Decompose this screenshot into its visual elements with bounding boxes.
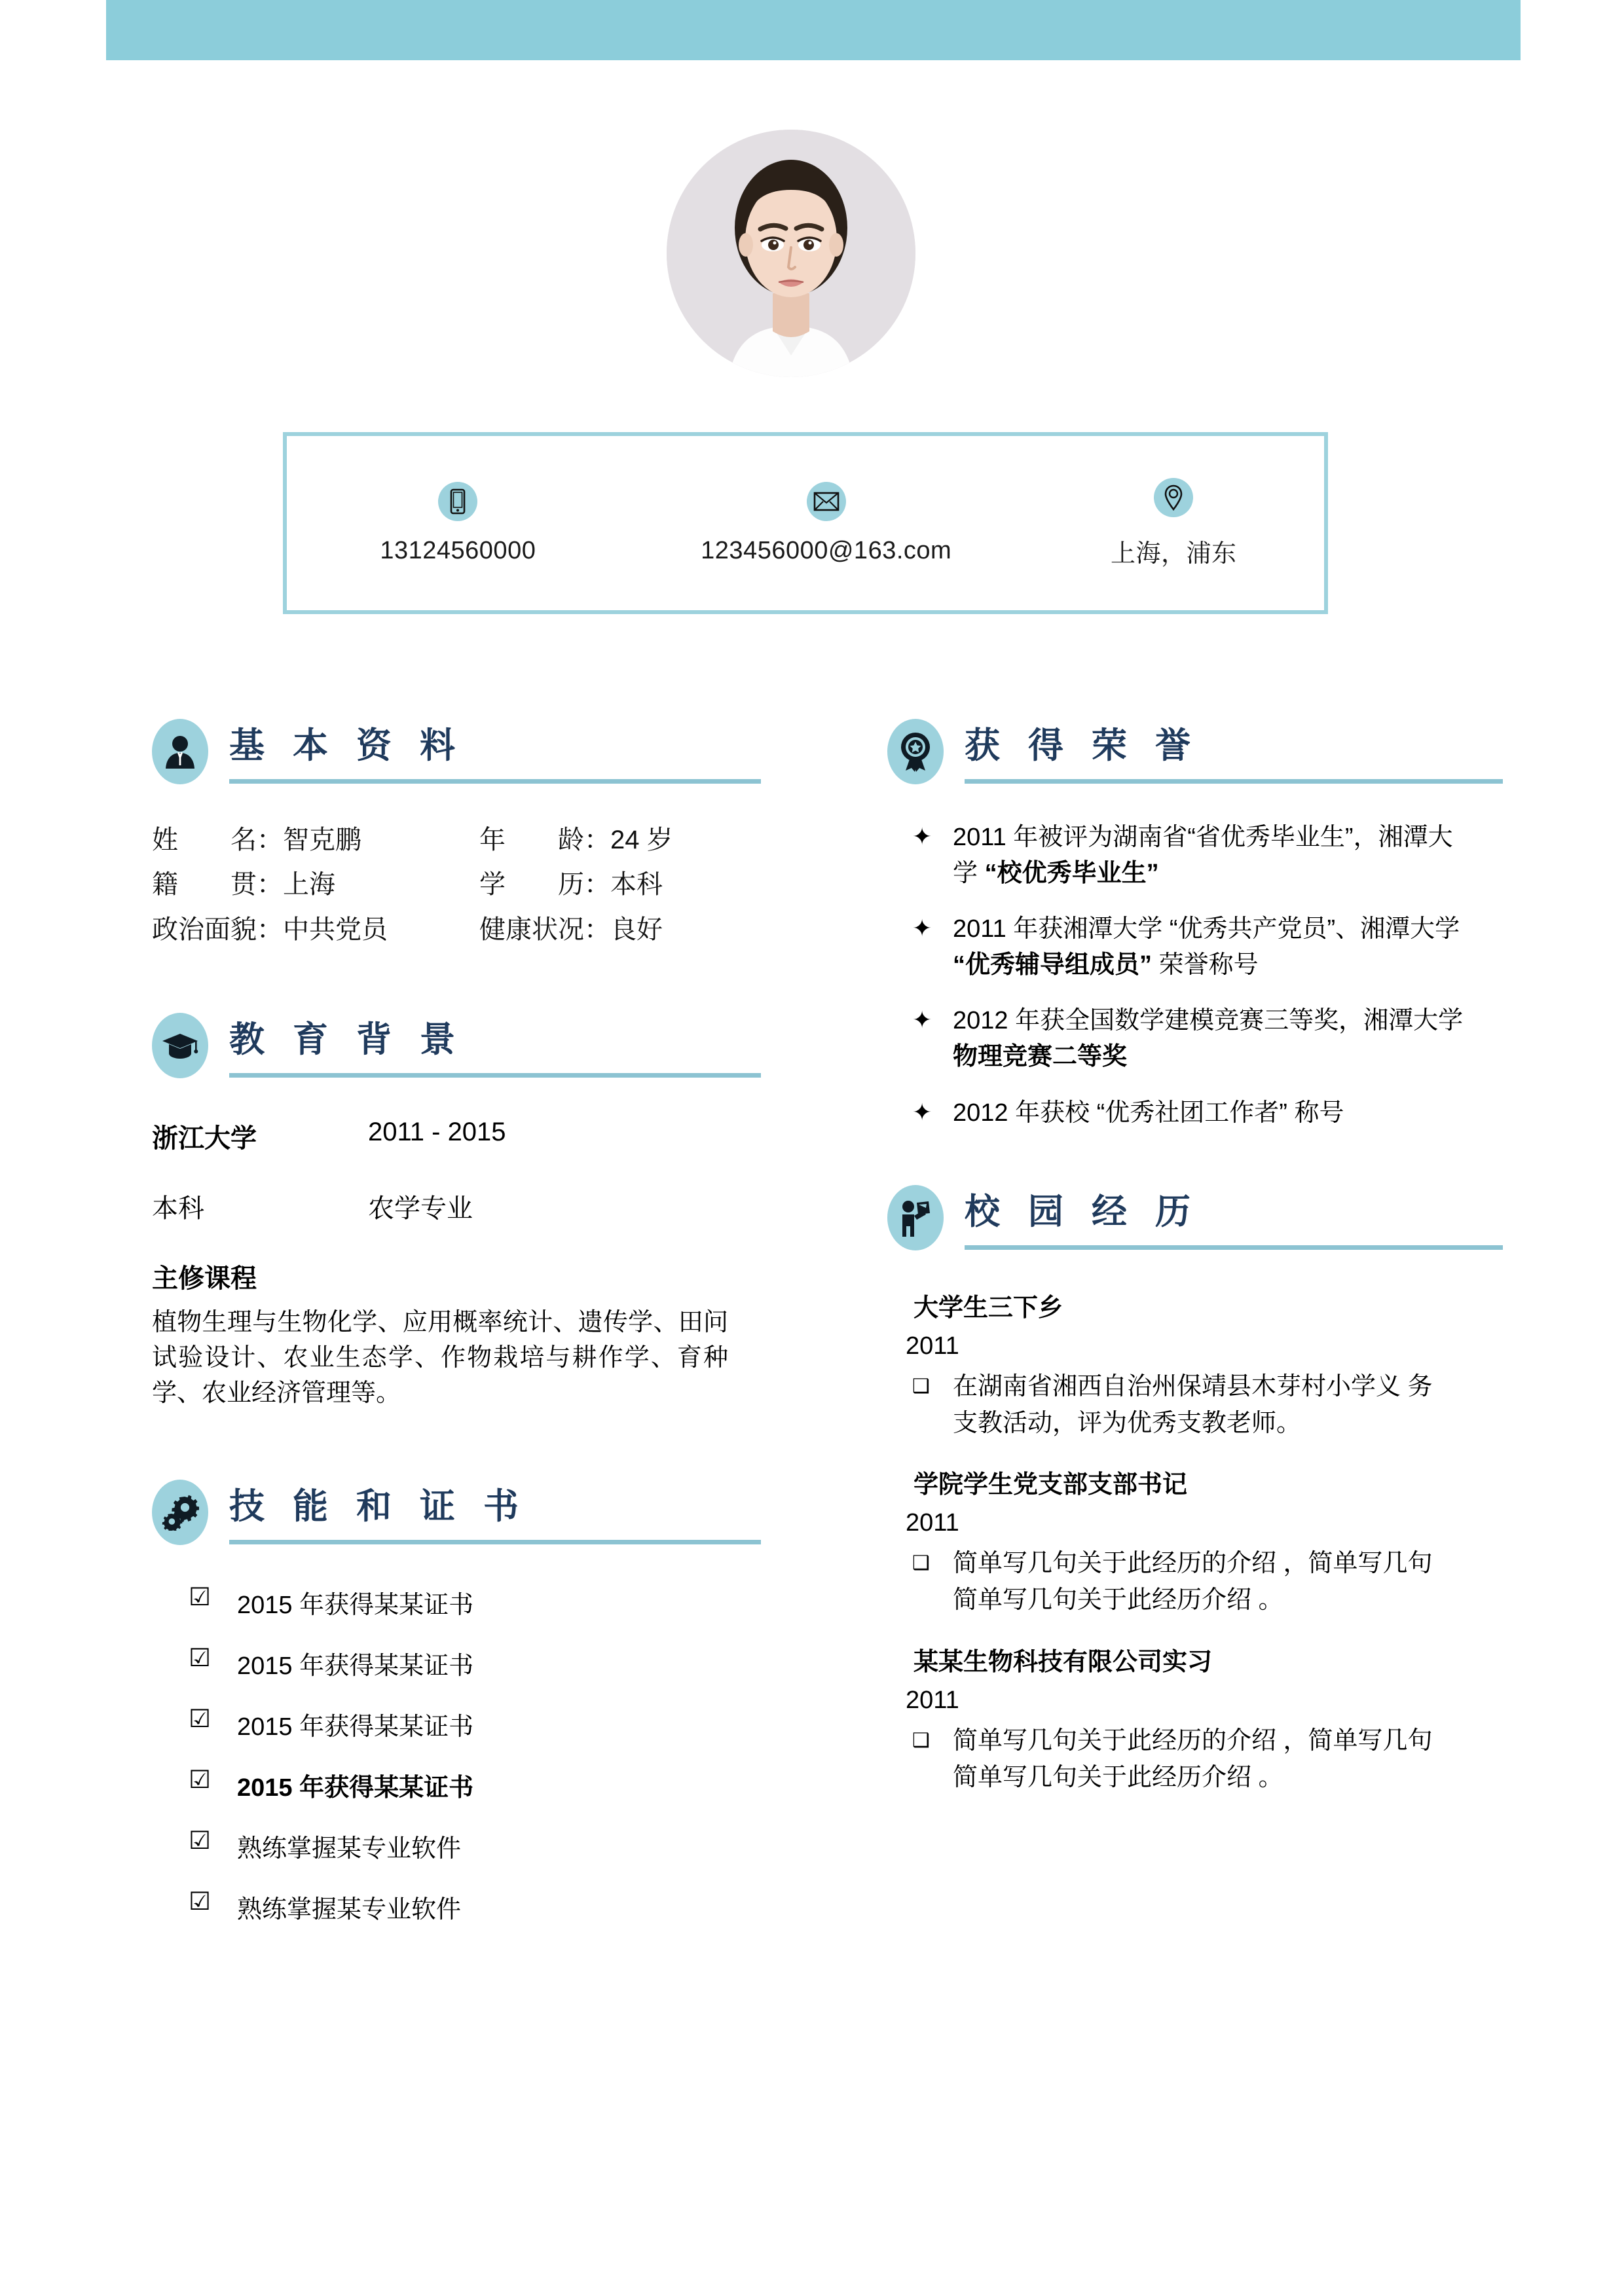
education-school: 浙江大学 [152, 1124, 257, 1154]
field-age-value: 24 岁 [610, 826, 673, 854]
honors-list [912, 820, 1503, 1131]
honor-text-emphasis: 物理竞赛二等奖 [953, 1043, 1128, 1071]
phone-value: 13124560000 [380, 536, 536, 564]
experience-description: 简单写几句关于此经历的介绍 ，简单写几句简单写几句关于此经历介绍 。 [953, 1726, 1433, 1791]
education-row-school [152, 1118, 761, 1155]
experience-description: 简单写几句关于此经历的介绍 ，简单写几句简单写几句关于此经历介绍 。 [953, 1550, 1433, 1614]
honor-text-emphasis: “校优秀毕业生” [984, 860, 1159, 888]
skill-item [189, 1584, 761, 1620]
field-political-status-value: 中共党员 [283, 915, 388, 944]
experience-year: 2011 [906, 1509, 959, 1537]
basic-info-title: 基 本 资 料 [229, 726, 465, 765]
skill-item-label: 熟练掌握某专业软件 [237, 1896, 462, 1924]
honor-item-text [953, 1095, 1477, 1131]
education-title: 教 育 背 景 [229, 1020, 465, 1060]
skills-list [189, 1584, 761, 1925]
field-age [479, 822, 761, 858]
section-basic-info [152, 714, 761, 947]
experience-year: 2011 [906, 1686, 959, 1714]
checkbox-checked-icon[interactable]: ☑ [189, 1827, 212, 1855]
experience-bullet-row [912, 1368, 1503, 1442]
checkbox-checked-icon[interactable]: ☑ [189, 1705, 212, 1734]
contact-info-box [283, 432, 1328, 614]
honor-item [912, 820, 1503, 892]
skill-item [189, 1706, 761, 1742]
profile-photo [667, 130, 915, 377]
checkbox-checked-icon[interactable]: ☑ [189, 1645, 212, 1673]
section-campus-experience [887, 1180, 1503, 1796]
honor-item-text [953, 1003, 1477, 1075]
square-bullet-icon: ❑ [912, 1729, 930, 1751]
field-degree [479, 867, 761, 902]
experience-title: 学院学生党支部支部书记 [913, 1471, 1188, 1499]
honor-text-prefix: 2012 年获全国数学建模竞赛三等奖，湘潭大学 [953, 1007, 1464, 1035]
honor-text-suffix: 荣誉称号 [1152, 951, 1259, 979]
section-honors [887, 714, 1503, 1131]
star-bullet-icon: ✦ [912, 1006, 932, 1034]
honor-item [912, 1095, 1503, 1131]
skill-item-label: 2015 年获得某某证书 [237, 1713, 474, 1741]
experience-year: 2011 [906, 1332, 959, 1360]
contact-phone[interactable] [287, 482, 629, 565]
honor-item-text [953, 820, 1477, 892]
skills-title: 技 能 和 证 书 [229, 1487, 528, 1527]
contact-row [287, 436, 1324, 610]
field-name [152, 822, 479, 858]
basic-info-heading [152, 714, 761, 800]
checkbox-checked-icon[interactable]: ☑ [189, 1584, 212, 1612]
experience-bullet-row [912, 1722, 1503, 1796]
experience-title: 大学生三下乡 [913, 1294, 1063, 1322]
honor-text-prefix: 2012 年获校 “优秀社团工作者” 称号 [953, 1099, 1344, 1127]
basic-info-rule [229, 779, 761, 784]
graduation-cap-icon [152, 1013, 208, 1078]
experience-entry [887, 1464, 1503, 1618]
honor-text-prefix: 2011 年被评为湖南省“省优秀毕业生”，湘潭大学 [953, 824, 1453, 888]
honors-rule [965, 779, 1503, 784]
education-heading [152, 1008, 761, 1094]
skill-item-label: 2015 年获得某某证书 [237, 1592, 474, 1620]
contact-email[interactable] [629, 482, 1024, 565]
profile-photo-illustration [667, 130, 915, 377]
campus-title: 校 园 经 历 [965, 1192, 1200, 1231]
skill-item-label: 2015 年获得某某证书 [237, 1774, 474, 1802]
skill-item [189, 1645, 761, 1681]
skill-item [189, 1828, 761, 1864]
field-health-label: 健康状况： [479, 915, 610, 944]
education-row-degree [152, 1188, 761, 1225]
campus-experience-list [887, 1287, 1503, 1796]
field-hometown-value: 上海 [283, 870, 335, 900]
star-bullet-icon: ✦ [912, 915, 932, 942]
experience-title: 某某生物科技有限公司实习 [913, 1648, 1213, 1676]
skill-item-label: 2015 年获得某某证书 [237, 1652, 474, 1681]
campus-rule [965, 1245, 1503, 1250]
location-value: 上海，浦东 [1111, 539, 1237, 568]
field-health [479, 912, 761, 947]
field-political-status-label: 政治面貌： [152, 915, 283, 944]
skill-item [189, 1767, 761, 1803]
honor-item-text [953, 911, 1477, 983]
square-bullet-icon: ❑ [912, 1375, 930, 1397]
skills-rule [229, 1540, 761, 1544]
skills-heading [152, 1474, 761, 1561]
contact-location[interactable] [1024, 478, 1324, 569]
field-political-status [152, 912, 479, 947]
education-major: 农学专业 [368, 1194, 473, 1224]
square-bullet-icon: ❑ [912, 1552, 930, 1575]
field-health-value: 良好 [610, 915, 663, 944]
person-presenting-icon [887, 1185, 944, 1250]
star-bullet-icon: ✦ [912, 823, 932, 850]
field-age-label: 年 龄： [479, 826, 610, 854]
field-name-label: 姓 名： [152, 826, 283, 854]
envelope-icon [807, 482, 846, 521]
honors-title: 获 得 荣 誉 [965, 726, 1200, 765]
honor-text-emphasis: “优秀辅导组成员” [953, 951, 1153, 979]
award-ribbon-icon [887, 719, 944, 784]
basic-info-grid [152, 822, 761, 947]
education-courses-body: 植物生理与生物化学、应用概率统计、遗传学、田问试验设计、农业生态学、作物栽培与耕作学、育种学、农业经济管理等。 [152, 1309, 728, 1408]
field-name-value: 智克鹏 [283, 826, 361, 854]
person-silhouette-icon [152, 719, 208, 784]
right-column [887, 714, 1503, 1818]
experience-description: 在湖南省湘西自治州保靖县木芽村小学义 务支教活动，评为优秀支教老师。 [953, 1372, 1433, 1437]
honor-item [912, 911, 1503, 983]
checkbox-checked-icon[interactable]: ☑ [189, 1888, 212, 1916]
left-column [152, 714, 761, 1950]
campus-heading [887, 1180, 1503, 1266]
experience-entry [887, 1287, 1503, 1442]
education-rule [229, 1073, 761, 1078]
field-hometown [152, 867, 479, 902]
field-degree-label: 学 历： [479, 870, 610, 900]
honor-text-prefix: 2011 年获湘潭大学 “优秀共产党员”、湘潭大学 [953, 915, 1460, 943]
honors-heading [887, 714, 1503, 800]
email-value: 123456000@163.com [701, 536, 952, 564]
star-bullet-icon: ✦ [912, 1098, 932, 1125]
checkbox-checked-icon[interactable]: ☑ [189, 1766, 212, 1795]
section-skills [152, 1474, 761, 1925]
education-period: 2011 - 2015 [368, 1118, 506, 1147]
skill-item-label: 熟练掌握某专业软件 [237, 1835, 462, 1863]
section-education [152, 1008, 761, 1412]
education-body [152, 1118, 761, 1412]
education-degree: 本科 [152, 1194, 204, 1224]
honor-item [912, 1003, 1503, 1075]
skill-item [189, 1889, 761, 1925]
map-pin-icon [1154, 478, 1193, 517]
education-courses-title: 主修课程 [152, 1264, 257, 1294]
field-degree-value: 本科 [610, 870, 663, 900]
experience-entry [887, 1641, 1503, 1796]
header-accent-bar [106, 0, 1521, 60]
experience-bullet-row [912, 1545, 1503, 1618]
field-hometown-label: 籍 贯： [152, 870, 283, 900]
gears-icon [152, 1480, 208, 1545]
mobile-phone-icon [438, 482, 477, 521]
